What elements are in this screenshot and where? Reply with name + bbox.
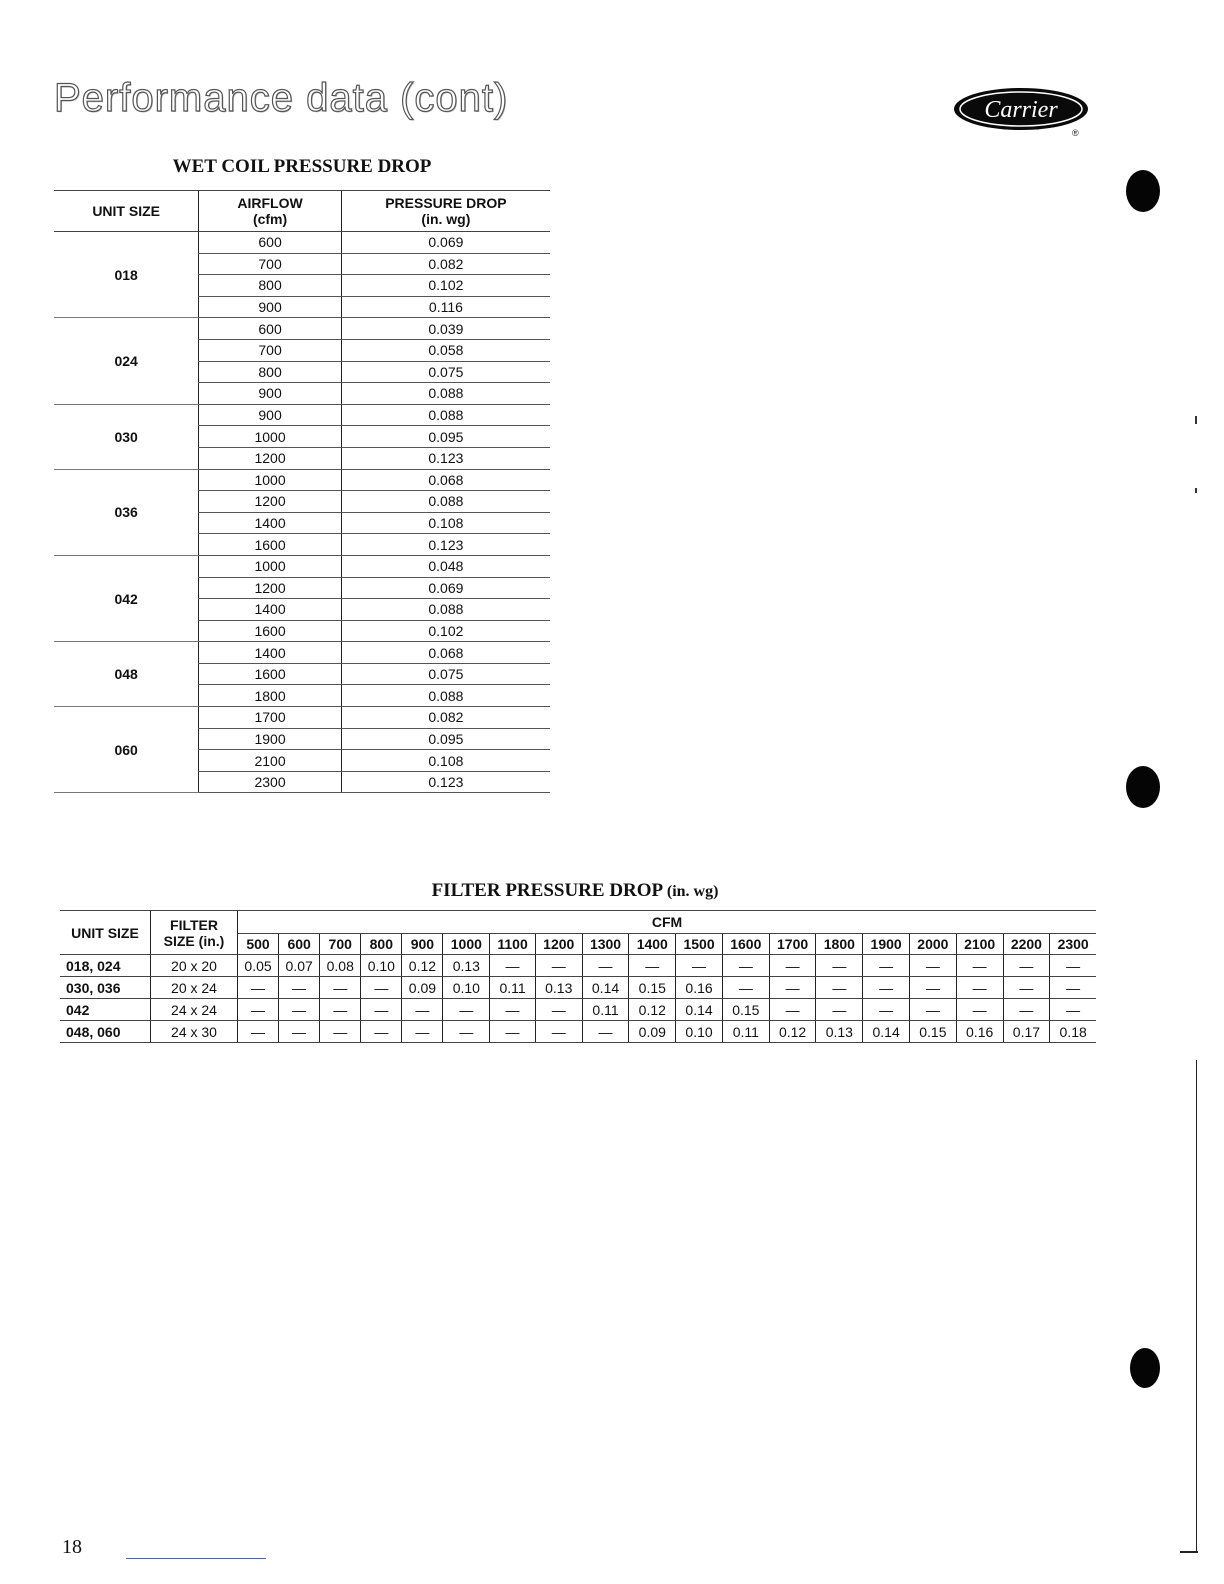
pressure-drop-cell: 0.16 — [956, 1021, 1003, 1043]
pressure-drop-cell: 0.069 — [341, 232, 550, 254]
pressure-drop-cell: — — [629, 955, 676, 977]
pressure-drop-cell: — — [910, 955, 957, 977]
airflow-cell: 1900 — [199, 728, 342, 750]
pressure-drop-cell: 0.09 — [402, 977, 443, 999]
col-pressure-drop: PRESSURE DROP (in. wg) — [341, 191, 550, 232]
pressure-drop-cell: — — [238, 977, 279, 999]
cfm-header-cell: 1800 — [816, 934, 863, 955]
pressure-drop-cell: — — [769, 955, 816, 977]
cfm-header-cell: 2300 — [1050, 934, 1096, 955]
pressure-drop-cell: — — [722, 977, 769, 999]
pressure-drop-cell: 0.12 — [402, 955, 443, 977]
cfm-header-cell: 2100 — [956, 934, 1003, 955]
carrier-logo — [952, 86, 1090, 132]
unit-size-cell: 042 — [60, 999, 151, 1021]
pressure-drop-cell: 0.08 — [320, 955, 361, 977]
pressure-drop-cell: 0.18 — [1050, 1021, 1096, 1043]
footer-rule — [126, 1558, 266, 1559]
pressure-drop-cell: 0.123 — [341, 534, 550, 556]
logo-text: Carrier — [984, 97, 1058, 123]
pressure-drop-cell: — — [402, 1021, 443, 1043]
airflow-cell: 1200 — [199, 447, 342, 469]
pressure-drop-cell: — — [676, 955, 723, 977]
airflow-cell: 1200 — [199, 577, 342, 599]
pressure-drop-cell: 0.10 — [361, 955, 402, 977]
page-title: Performance data (cont) — [54, 76, 509, 120]
col-unit-size: UNIT SIZE — [60, 911, 151, 955]
pressure-drop-cell: — — [320, 999, 361, 1021]
pressure-drop-cell: 0.123 — [341, 447, 550, 469]
airflow-cell: 2100 — [199, 750, 342, 772]
table-row — [54, 469, 550, 491]
page-edge-line — [1180, 1551, 1198, 1553]
pressure-drop-cell: — — [320, 977, 361, 999]
pressure-drop-cell: — — [769, 999, 816, 1021]
airflow-cell: 1800 — [199, 685, 342, 707]
unit-size-cell: 030 — [54, 404, 199, 469]
pressure-drop-cell: — — [1050, 999, 1096, 1021]
cfm-header-cell: 1100 — [490, 934, 536, 955]
filter-size-cell: 20 x 20 — [151, 955, 238, 977]
pressure-drop-cell: — — [361, 977, 402, 999]
pressure-drop-cell: 0.10 — [443, 977, 490, 999]
airflow-cell: 700 — [199, 253, 342, 275]
filter-size-cell: 24 x 24 — [151, 999, 238, 1021]
pressure-drop-cell: — — [863, 977, 910, 999]
airflow-cell: 1000 — [199, 426, 342, 448]
pressure-drop-cell: — — [722, 955, 769, 977]
pressure-drop-cell: — — [956, 977, 1003, 999]
scan-mark — [1195, 416, 1197, 424]
pressure-drop-cell: 0.039 — [341, 318, 550, 340]
pressure-drop-cell: — — [1003, 999, 1050, 1021]
unit-size-cell: 048 — [54, 642, 199, 707]
pressure-drop-cell: 0.11 — [722, 1021, 769, 1043]
table-row — [60, 1021, 1096, 1043]
table-row — [54, 642, 550, 664]
pressure-drop-cell: 0.102 — [341, 275, 550, 297]
airflow-cell: 600 — [199, 318, 342, 340]
table-row — [54, 404, 550, 426]
airflow-cell: 900 — [199, 404, 342, 426]
pressure-drop-cell: 0.09 — [629, 1021, 676, 1043]
cfm-header-cell: 1900 — [863, 934, 910, 955]
pressure-drop-cell: 0.12 — [769, 1021, 816, 1043]
pressure-drop-cell: 0.088 — [341, 491, 550, 513]
pressure-drop-cell: 0.058 — [341, 339, 550, 361]
pressure-drop-cell: 0.11 — [582, 999, 629, 1021]
pressure-drop-cell: 0.075 — [341, 361, 550, 383]
col-airflow: AIRFLOW (cfm) — [199, 191, 342, 232]
airflow-cell: 1700 — [199, 707, 342, 729]
cfm-header-cell: 700 — [320, 934, 361, 955]
pressure-drop-cell: 0.048 — [341, 555, 550, 577]
scan-mark — [1195, 488, 1197, 493]
pressure-drop-cell: — — [910, 977, 957, 999]
pressure-drop-cell: — — [816, 999, 863, 1021]
cfm-header-cell: 1400 — [629, 934, 676, 955]
pressure-drop-cell: 0.14 — [863, 1021, 910, 1043]
pressure-drop-cell: — — [238, 1021, 279, 1043]
pressure-drop-cell: 0.10 — [676, 1021, 723, 1043]
airflow-cell: 1400 — [199, 642, 342, 664]
cfm-header-cell: 1600 — [722, 934, 769, 955]
unit-size-cell: 018 — [54, 232, 199, 318]
filter-title: FILTER PRESSURE DROP (in. wg) — [431, 880, 719, 901]
pressure-drop-cell: 0.12 — [629, 999, 676, 1021]
pressure-drop-cell: — — [1003, 955, 1050, 977]
wet-coil-title: WET COIL PRESSURE DROP — [172, 156, 432, 177]
punch-hole-bottom — [1130, 1348, 1160, 1388]
pressure-drop-cell: 0.17 — [1003, 1021, 1050, 1043]
airflow-cell: 900 — [199, 296, 342, 318]
col-filter-size: FILTER SIZE (in.) — [151, 911, 238, 955]
pressure-drop-cell: 0.15 — [629, 977, 676, 999]
pressure-drop-cell: — — [279, 977, 320, 999]
col-cfm: CFM — [238, 911, 1097, 934]
table-row — [54, 555, 550, 577]
table-row — [60, 999, 1096, 1021]
cfm-header-cell: 800 — [361, 934, 402, 955]
filter-size-cell: 24 x 30 — [151, 1021, 238, 1043]
cfm-header-cell: 600 — [279, 934, 320, 955]
page-number: 18 — [62, 1536, 82, 1558]
airflow-cell: 1000 — [199, 555, 342, 577]
table-row — [60, 977, 1096, 999]
punch-hole-top — [1126, 170, 1160, 212]
unit-size-cell: 024 — [54, 318, 199, 404]
airflow-cell: 1000 — [199, 469, 342, 491]
filter-table — [60, 910, 1096, 1043]
cfm-header-cell: 2200 — [1003, 934, 1050, 955]
cfm-header-cell: 1200 — [535, 934, 582, 955]
pressure-drop-cell: — — [1050, 977, 1096, 999]
pressure-drop-cell: 0.088 — [341, 383, 550, 405]
pressure-drop-cell: — — [443, 1021, 490, 1043]
pressure-drop-cell: 0.05 — [238, 955, 279, 977]
airflow-cell: 1200 — [199, 491, 342, 513]
pressure-drop-cell: — — [320, 1021, 361, 1043]
pressure-drop-cell: 0.088 — [341, 599, 550, 621]
pressure-drop-cell: — — [956, 999, 1003, 1021]
pressure-drop-cell: 0.095 — [341, 728, 550, 750]
table-row — [54, 318, 550, 340]
unit-size-cell: 048, 060 — [60, 1021, 151, 1043]
airflow-cell: 1600 — [199, 663, 342, 685]
pressure-drop-cell: 0.069 — [341, 577, 550, 599]
airflow-cell: 2300 — [199, 771, 342, 793]
table-row — [60, 955, 1096, 977]
pressure-drop-cell: — — [361, 999, 402, 1021]
table-row — [54, 232, 550, 254]
pressure-drop-cell: 0.14 — [582, 977, 629, 999]
col-unit-size: UNIT SIZE — [54, 191, 199, 232]
airflow-cell: 600 — [199, 232, 342, 254]
filter-size-cell: 20 x 24 — [151, 977, 238, 999]
pressure-drop-cell: 0.16 — [676, 977, 723, 999]
airflow-cell: 1600 — [199, 534, 342, 556]
pressure-drop-cell: 0.13 — [443, 955, 490, 977]
pressure-drop-cell: 0.068 — [341, 469, 550, 491]
table-row — [54, 707, 550, 729]
pressure-drop-cell: — — [816, 977, 863, 999]
cfm-header-cell: 900 — [402, 934, 443, 955]
unit-size-cell: 018, 024 — [60, 955, 151, 977]
unit-size-cell: 042 — [54, 555, 199, 641]
pressure-drop-cell: — — [443, 999, 490, 1021]
pressure-drop-cell: — — [238, 999, 279, 1021]
pressure-drop-cell: 0.108 — [341, 750, 550, 772]
pressure-drop-cell: — — [769, 977, 816, 999]
pressure-drop-cell: 0.068 — [341, 642, 550, 664]
pressure-drop-cell: 0.13 — [535, 977, 582, 999]
pressure-drop-cell: 0.116 — [341, 296, 550, 318]
cfm-header-cell: 1700 — [769, 934, 816, 955]
pressure-drop-cell: — — [279, 1021, 320, 1043]
pressure-drop-cell: — — [490, 1021, 536, 1043]
pressure-drop-cell: — — [535, 1021, 582, 1043]
pressure-drop-cell: — — [490, 955, 536, 977]
pressure-drop-cell: — — [535, 999, 582, 1021]
registered-mark: ® — [1072, 128, 1079, 138]
pressure-drop-cell: — — [535, 955, 582, 977]
airflow-cell: 800 — [199, 275, 342, 297]
unit-size-cell: 030, 036 — [60, 977, 151, 999]
wet-coil-table — [54, 190, 550, 793]
cfm-header-cell: 1300 — [582, 934, 629, 955]
pressure-drop-cell: 0.123 — [341, 771, 550, 793]
pressure-drop-cell: 0.07 — [279, 955, 320, 977]
pressure-drop-cell: — — [910, 999, 957, 1021]
pressure-drop-cell: — — [1050, 955, 1096, 977]
pressure-drop-cell: — — [361, 1021, 402, 1043]
airflow-cell: 800 — [199, 361, 342, 383]
pressure-drop-cell: — — [402, 999, 443, 1021]
pressure-drop-cell: — — [956, 955, 1003, 977]
page-edge-line — [1196, 1060, 1197, 1552]
pressure-drop-cell: 0.14 — [676, 999, 723, 1021]
pressure-drop-cell: 0.088 — [341, 685, 550, 707]
pressure-drop-cell: 0.075 — [341, 663, 550, 685]
pressure-drop-cell: 0.082 — [341, 253, 550, 275]
pressure-drop-cell: 0.13 — [816, 1021, 863, 1043]
pressure-drop-cell: 0.088 — [341, 404, 550, 426]
pressure-drop-cell: — — [582, 1021, 629, 1043]
airflow-cell: 900 — [199, 383, 342, 405]
airflow-cell: 700 — [199, 339, 342, 361]
unit-size-cell: 060 — [54, 707, 199, 793]
pressure-drop-cell: — — [582, 955, 629, 977]
airflow-cell: 1400 — [199, 512, 342, 534]
pressure-drop-cell: — — [816, 955, 863, 977]
cfm-header-cell: 1000 — [443, 934, 490, 955]
pressure-drop-cell: 0.15 — [910, 1021, 957, 1043]
pressure-drop-cell: — — [863, 955, 910, 977]
airflow-cell: 1600 — [199, 620, 342, 642]
pressure-drop-cell: 0.15 — [722, 999, 769, 1021]
pressure-drop-cell: — — [863, 999, 910, 1021]
pressure-drop-cell: 0.082 — [341, 707, 550, 729]
airflow-cell: 1400 — [199, 599, 342, 621]
cfm-header-cell: 2000 — [910, 934, 957, 955]
unit-size-cell: 036 — [54, 469, 199, 555]
cfm-header-cell: 500 — [238, 934, 279, 955]
pressure-drop-cell: — — [279, 999, 320, 1021]
pressure-drop-cell: 0.11 — [490, 977, 536, 999]
cfm-header-cell: 1500 — [676, 934, 723, 955]
pressure-drop-cell: 0.102 — [341, 620, 550, 642]
pressure-drop-cell: 0.108 — [341, 512, 550, 534]
pressure-drop-cell: 0.095 — [341, 426, 550, 448]
punch-hole-middle — [1126, 766, 1160, 808]
pressure-drop-cell: — — [490, 999, 536, 1021]
pressure-drop-cell: — — [1003, 977, 1050, 999]
